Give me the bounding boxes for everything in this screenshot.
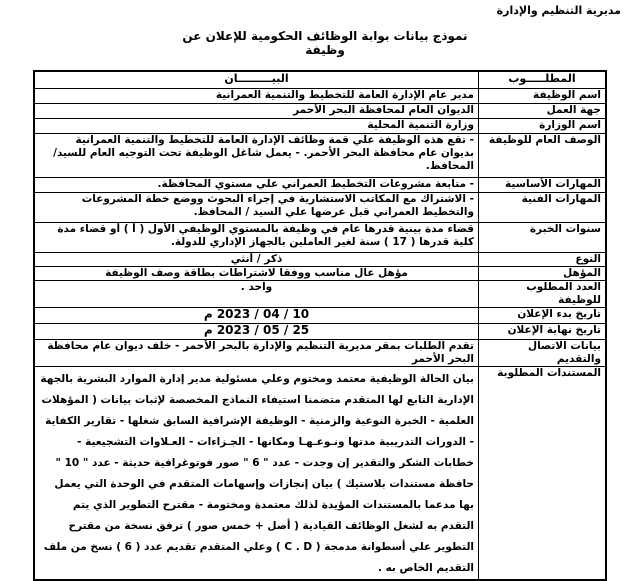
department-name: مديرية التنظيم والإدارة [496, 4, 621, 17]
row-value-gender: ذكر / أنثي [34, 253, 479, 267]
table-row [34, 308, 606, 324]
header-required: المطلـــــوب [479, 71, 607, 89]
row-label-employer: جهة العمل [479, 104, 607, 119]
table-row [34, 89, 606, 104]
table-row [34, 104, 606, 119]
row-label-experience: سنوات الخبرة [479, 223, 607, 253]
row-value-start-date: 10 / 04 / 2023 م [34, 308, 479, 324]
row-label-job-title: اسم الوظيفة [479, 89, 607, 104]
row-value-documents: بيان الحالة الوظيفية معتمد ومختوم وعلي مسئولية مدير إدارة الموارد البشرية بالجهة الإدارية التابع لها المتقدم متضمنا استيفاء النماذج المخصصة لإثبات بيانات ( المؤهلات العلمية - الخبرة النوعية والزمنية - الوظيفة الإشرافية السابق شغلها - تقارير الكفاية - الدورات التدريبية مدتها ونـوعـهـا ومكانها - الجـزاءات - العـلاوات التشجيعية - خطابات الشكر والتقدير إن وجدت - عدد " 6 " صور فوتوغرافية حديثة - عدد " 10 " حافظة مستندات بلاستيك ) بيان إنجازات وإسهامات المتقدم في الوحدة التي يعمل بها مدعما بالمستندات المؤيدة لذلك معتمدة ومختومة - مقترح التطوير الذي يتم التقدم به لشغل الوظائف القيادية ( أصل + خمس صور ) ترفق نسخة من مقترح التطوير علي أسطوانة مدمجة ( C . D ) وعلي المتقدم تقديم عدد ( 6 ) نسخ من ملف التقديم الخاص به . [34, 367, 479, 581]
table-row [34, 340, 606, 367]
row-value-technical-skills: - الاشتراك مع المكاتب الاستشارية في إجراء البحوث ووضع خطة المشروعات والتخطيط العمراني قبل عرضها علي السيد / المحافظ. [34, 193, 479, 223]
table-header-row [34, 71, 606, 89]
table-row [34, 267, 606, 281]
row-label-qualification: المؤهل [479, 267, 607, 281]
page-title: نموذج بيانات بوابة الوظائف الحكومية للإعلان عن وظيفة [182, 29, 468, 57]
table-row [34, 134, 606, 178]
row-label-contact: بيانات الاتصال والتقديم [479, 340, 607, 367]
job-form-table [33, 70, 607, 581]
row-value-count: واحد . [34, 281, 479, 308]
row-value-experience: قضاء مدة بينية قدرها عام في وظيفة بالمستوي الوظيفي الأول ( أ ) أو قضاء مدة كلية قدرها ( 17 ) سنة لغير العاملين بالجهاز الإداري للدولة. [34, 223, 479, 253]
row-value-contact: تقدم الطلبات بمقر مديرية التنظيم والإدارة بالبحر الأحمر - خلف ديوان عام محافظة البحر الأحمر [34, 340, 479, 367]
table-row [34, 367, 606, 581]
row-label-gender: النوع [479, 253, 607, 267]
row-label-ministry: اسم الوزارة [479, 119, 607, 134]
row-label-basic-skills: المهارات الأساسية [479, 178, 607, 193]
table-row [34, 324, 606, 340]
row-value-ministry: وزارة التنمية المحلية [34, 119, 479, 134]
row-label-start-date: تاريخ بدء الإعلان [479, 308, 607, 324]
row-label-count: العدد المطلوب للوظيفة [479, 281, 607, 308]
header-data: البيـــــــــان [34, 71, 479, 89]
table-row [34, 119, 606, 134]
row-label-end-date: تاريخ نهاية الإعلان [479, 324, 607, 340]
row-value-basic-skills: - متابعة مشروعات التخطيط العمراني علي مستوي المحافظة. [34, 178, 479, 193]
row-value-employer: الديوان العام لمحافظة البحر الأحمر [34, 104, 479, 119]
table-row [34, 223, 606, 253]
row-label-documents: المستندات المطلوبة [479, 367, 607, 581]
row-label-description: الوصف العام للوظيفة [479, 134, 607, 178]
row-value-end-date: 25 / 05 / 2023 م [34, 324, 479, 340]
table-row [34, 193, 606, 223]
row-value-qualification: مؤهل عال مناسب ووفقا لاشتراطات بطاقة وصف الوظيفة [34, 267, 479, 281]
row-value-job-title: مدير عام الإدارة العامة للتخطيط والتنمية العمرانية [34, 89, 479, 104]
table-row [34, 281, 606, 308]
table-row [34, 178, 606, 193]
row-label-technical-skills: المهارات الفنية [479, 193, 607, 223]
table-row [34, 253, 606, 267]
row-value-description: - تقع هذه الوظيفة علي قمة وظائف الإدارة العامة للتخطيط والتنمية العمرانية بديوان عام محافظة البحر الأحمر. - يعمل شاغل الوظيفة تحت التوجيه العام للسيد/ المحافظ. [34, 134, 479, 178]
